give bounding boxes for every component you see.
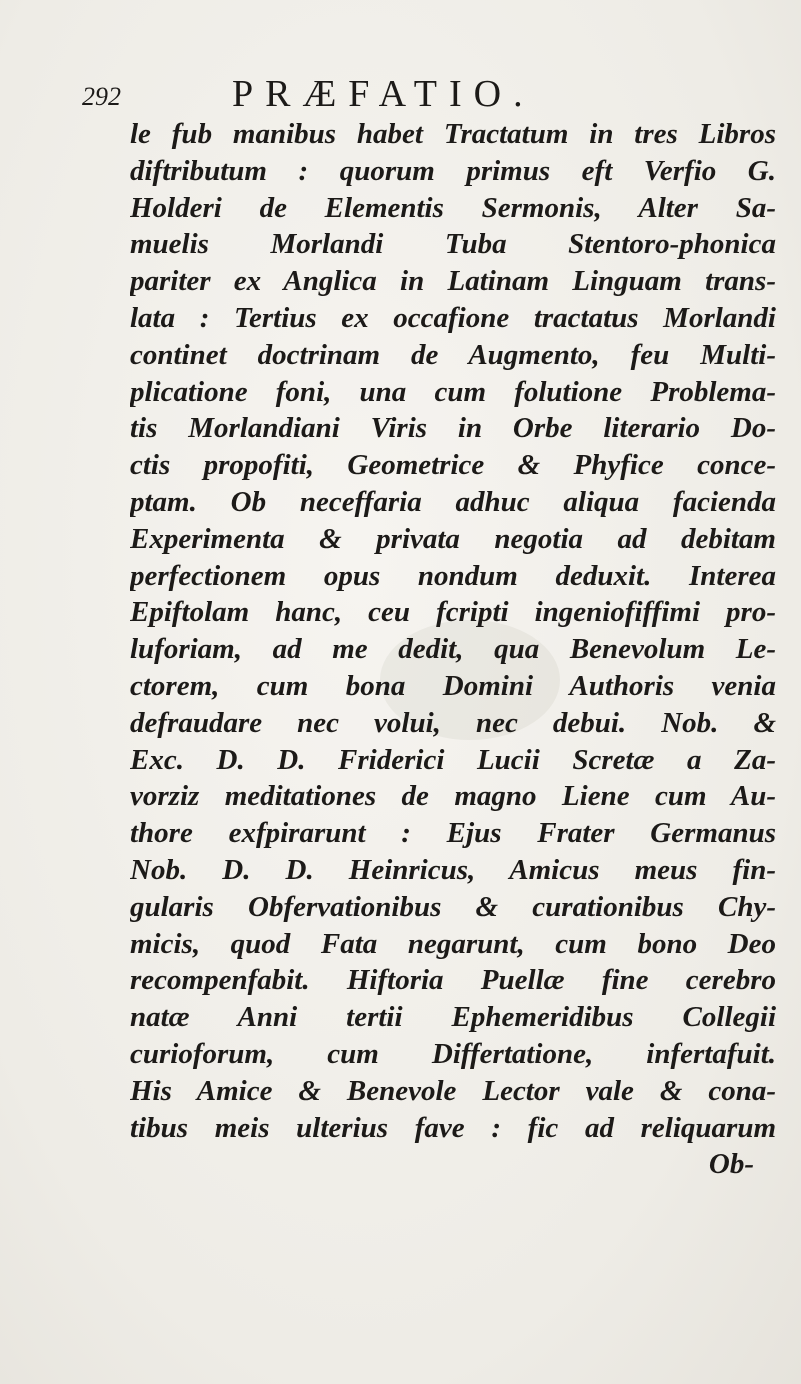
text-line: micis, quod Fata negarunt, cum bono Deo [130,927,776,960]
text-line: pariter ex Anglica in Latinam Linguam trans- [130,265,776,298]
text-line: gularis Obfervationibus & curationibus Chy- [130,890,776,923]
body-text [130,116,776,1183]
text-line: His Amice & Benevole Lector vale & cona- [130,1074,776,1107]
page-number: 292 [82,82,121,111]
text-line: Exc. D. D. Friderici Lucii Scretæ a Za- [130,743,776,776]
text-line: ctorem, cum bona Domini Authoris venia [130,669,776,702]
page-header [82,72,722,116]
text-line: Epiftolam hanc, ceu fcripti ingeniofiffimi pro- [130,596,776,629]
text-line: luforiam, ad me dedit, qua Benevolum Le- [130,633,776,666]
text-line: le fub manibus habet Tractatum in tres Libros [130,118,776,150]
text-line: tis Morlandiani Viris in Orbe literario Do- [130,412,776,445]
text-line: plicatione foni, una cum folutione Problema- [130,375,776,408]
text-line: ctis propofiti, Geometrice & Phyfice conce- [130,449,776,482]
text-line: Holderi de Elementis Sermonis, Alter Sa- [130,191,776,224]
text-line: curioforum, cum Differtatione, infertafuit. [130,1037,776,1070]
text-line: continet doctrinam de Augmento, feu Multi- [130,338,776,371]
text-line: diftributum : quorum primus eft Verfio G. [130,154,776,187]
text-line: defraudare nec volui, nec debui. Nob. & [130,706,776,739]
text-line: natæ Anni tertii Ephemeridibus Collegii [130,1001,776,1034]
running-head: PRÆFATIO. [232,73,535,115]
text-line: tibus meis ulterius fave : fic ad reliquarum [130,1111,776,1144]
text-line: lata : Tertius ex occafione tractatus Morlandi [130,301,776,334]
text-line: thore exfpirarunt : Ejus Frater Germanus [130,817,776,850]
text-line: muelis Morlandi Tuba Stentoro-phonica [130,228,776,261]
catchword: Ob- [708,1148,754,1181]
text-line: recompenfabit. Hiftoria Puellæ fine cerebro [130,964,776,997]
text-line: ptam. Ob neceffaria adhuc aliqua facienda [130,485,776,518]
text-line: Experimenta & privata negotia ad debitam [130,522,776,555]
text-line: vorziz meditationes de magno Liene cum Au- [130,780,776,813]
text-line: Nob. D. D. Heinricus, Amicus meus fin- [130,853,776,886]
text-line: perfectionem opus nondum deduxit. Interea [130,559,776,592]
